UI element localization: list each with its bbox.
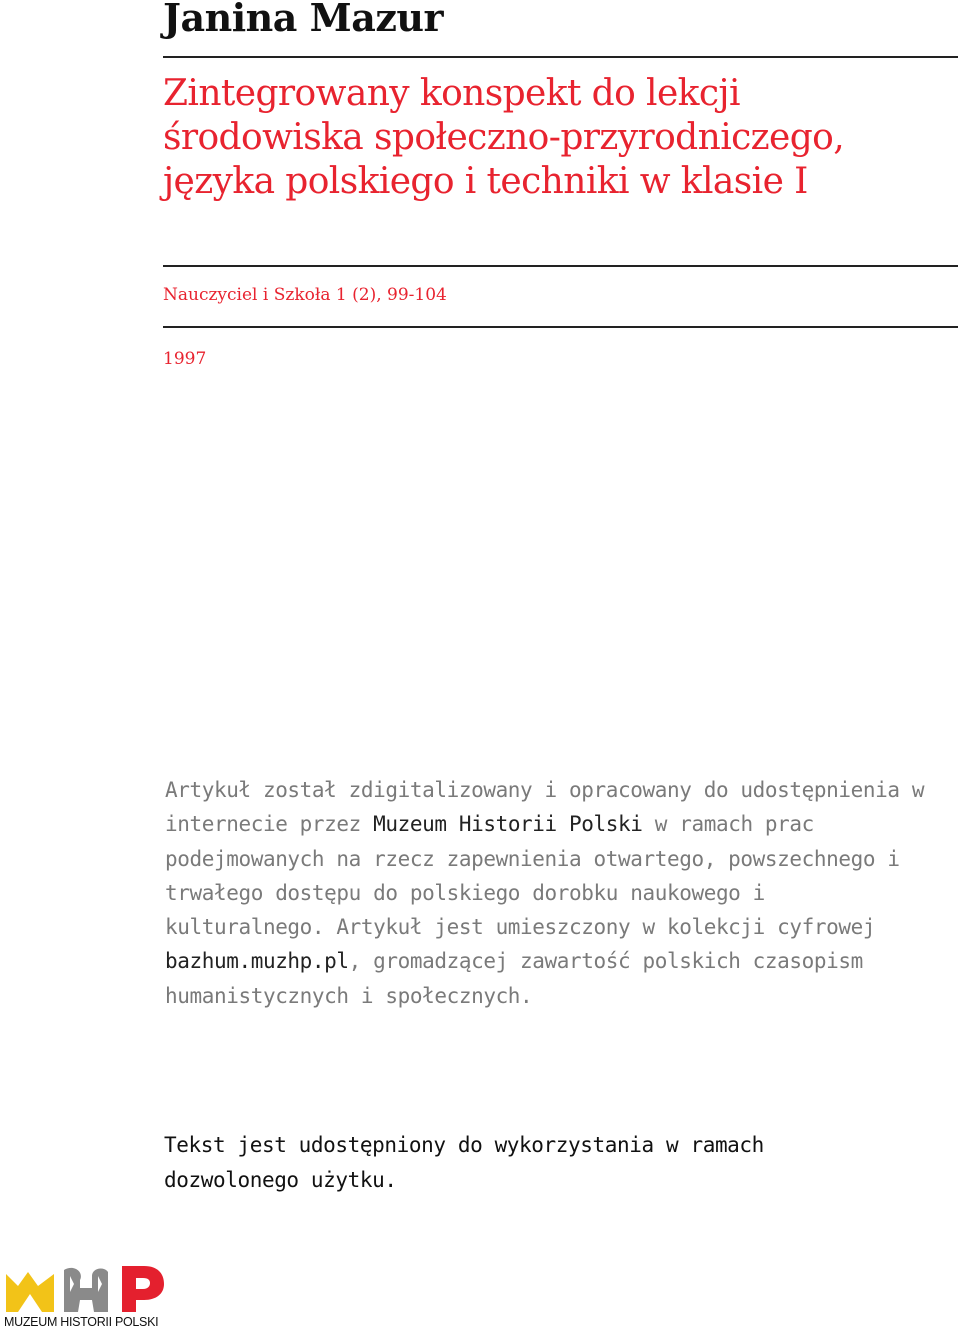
divider-top [163, 56, 958, 58]
digitization-note [165, 773, 935, 1013]
author-name: Janina Mazur [163, 0, 444, 40]
museum-name: Muzeum Historii Polski [373, 812, 643, 837]
digitization-note-part2: w ramach prac podejmowanych na rzecz zapewnienia otwartego, powszechnego i trwałego dostępu do polskiego dorobku naukowego i kulturalnego. Artykuł jest umieszczony w kolekcji cyfrowej [165, 812, 900, 940]
source-citation: Nauczyciel i Szkoła 1 (2), 99-104 [163, 285, 447, 305]
divider-source [163, 326, 958, 328]
digitization-note-part1: Artykuł został zdigitalizowany i opracowany do udostępnienia w internecie przez [165, 778, 925, 837]
logo-p-shape [122, 1266, 164, 1312]
collection-link[interactable]: bazhum.muzhp.pl [165, 949, 349, 974]
publication-year: 1997 [163, 349, 207, 369]
museum-logo-caption: MUZEUM HISTORII POLSKI [4, 1315, 159, 1329]
article-title: Zintegrowany konspekt do lekcji środowiska społeczno-przyrodniczego, języka polskiego i techniki w klasie I [163, 73, 845, 202]
divider-title [163, 265, 958, 267]
usage-notice: Tekst jest udostępniony do wykorzystania w ramach dozwolonego użytku. [164, 1133, 764, 1192]
digitization-note-part3: , gromadzącej zawartość polskich czasopism humanistycznych i społecznych. [165, 949, 863, 1008]
